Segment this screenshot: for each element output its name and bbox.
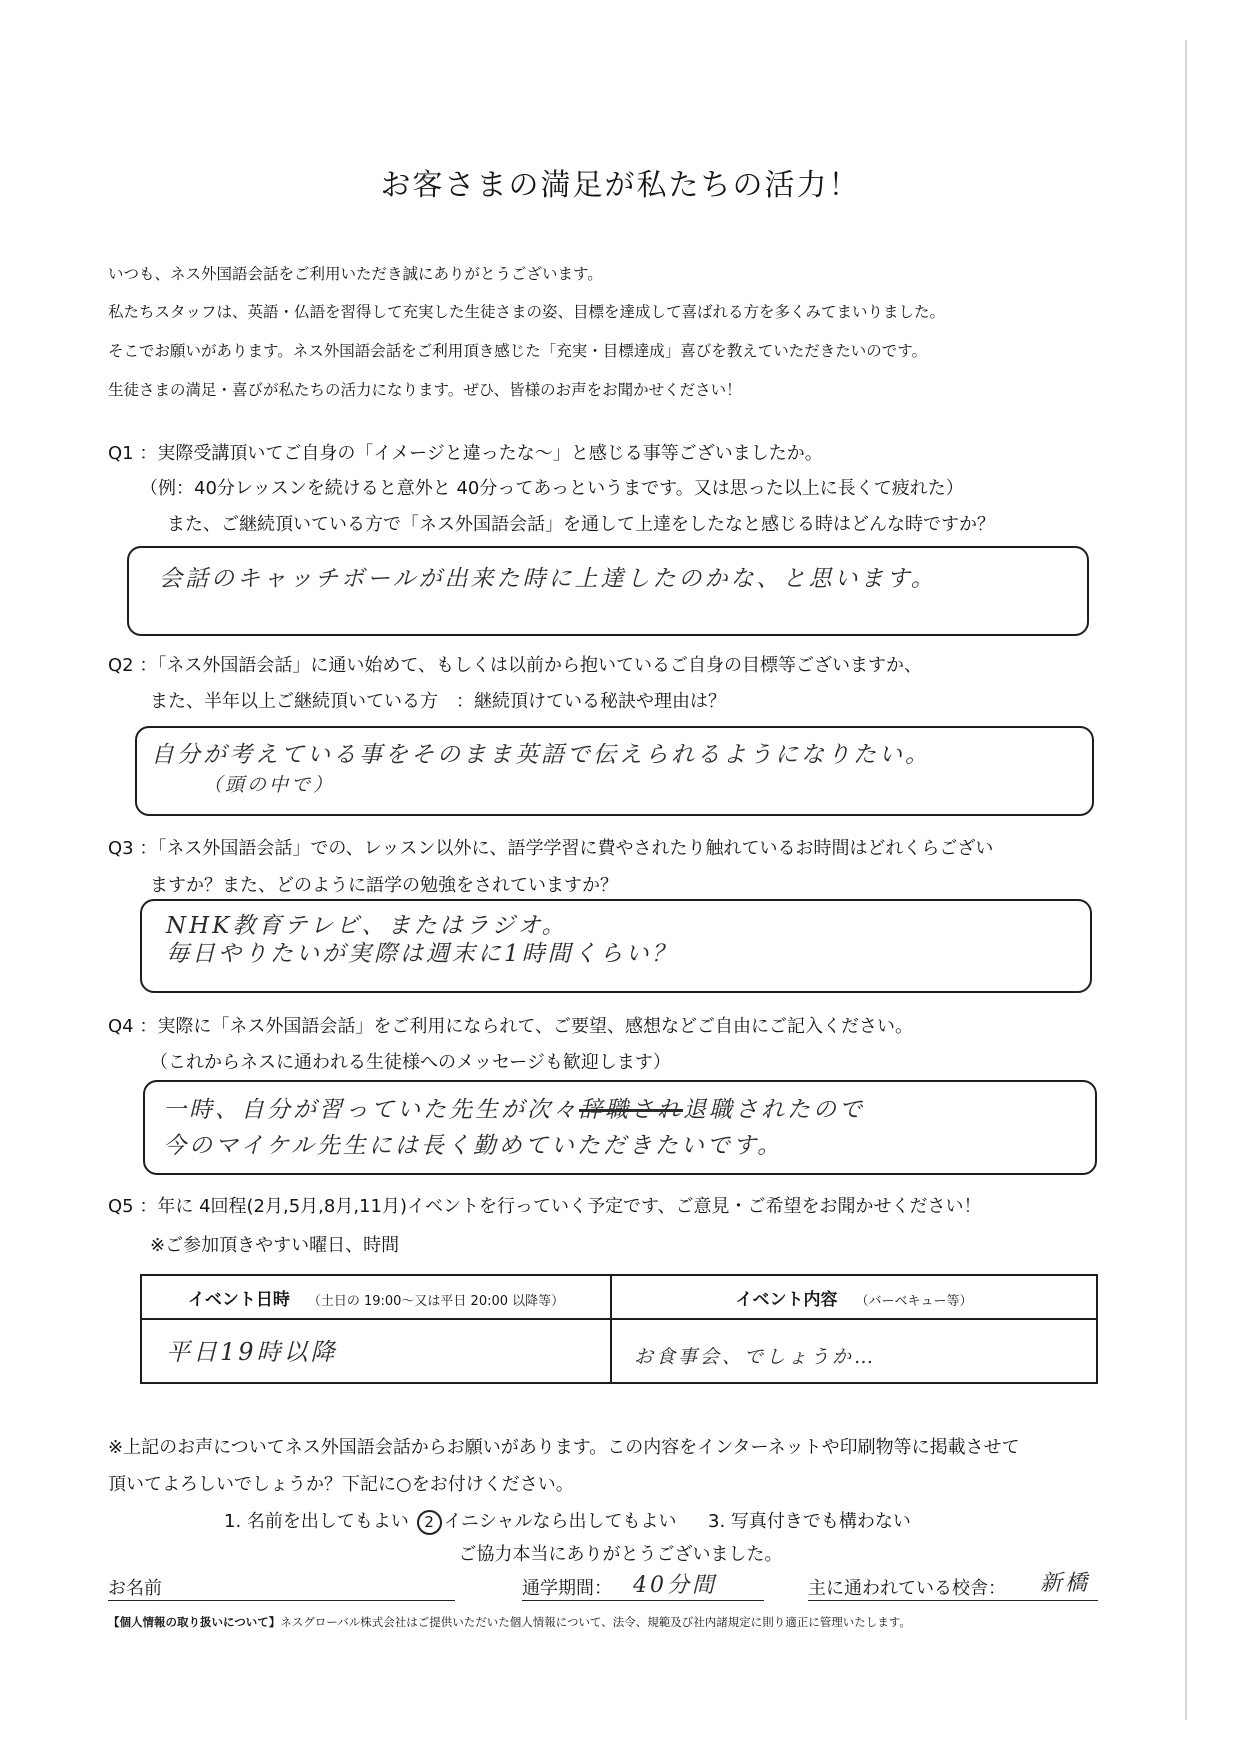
q5-label: Q5 ：年に 4回程(2月,5月,8月,11月)イベントを行っていく予定です、ご意見・ご希望をお聞かせください！ [108, 1196, 982, 1217]
intro-line-4: 生徒さまの満足・喜びが私たちの活力になります。ぜひ、皆様のお声をお聞かせください！ [108, 381, 742, 399]
scan-edge-line [1185, 40, 1187, 1720]
q3-answer-line-2: 毎日やりたいが実際は週末に1時間くらい？ [166, 941, 678, 967]
q2-followup: また、半年以上ご継続頂いている方 ：継続頂けている秘訣や理由は？ [150, 691, 726, 712]
privacy-text: ネスグローバル株式会社はご提供いただいた個人情報について、法令、規範及び社内諸規定に則り適正に管理いたします。 [280, 1615, 911, 1629]
q1-example: （例：40分レッスンを続けると意外と 40分ってあっというまです。又は思った以上に長くて疲れた） [140, 478, 964, 499]
q4-answer-part-b: 退職されたので [683, 1097, 865, 1123]
event-content-answer: お食事会、でしょうか… [634, 1346, 877, 1368]
q1-answer-box[interactable] [127, 546, 1089, 636]
event-content-header-label: イベント内容 [735, 1289, 838, 1310]
q4-answer-part-a: 一時、自分が習っていた先生が次々 [163, 1097, 579, 1123]
q4-label: Q4 ：実際に「ネス外国語会話」をご利用になられて、ご要望、感想などご自由にご記入ください。 [108, 1016, 913, 1037]
q1-followup: また、ご継続頂いている方で「ネス外国語会話」を通して上達をしたなと感じる時はどんな時ですか？ [167, 514, 995, 535]
q3-answer-box[interactable] [140, 899, 1092, 993]
page-title: お客さまの満足が私たちの活力！ [380, 168, 861, 203]
q3-label: Q3 ：「ネス外国語会話」での、レッスン以外に、語学学習に費やされたり触れているお時間はどれくらござい [108, 838, 994, 859]
event-content-cell[interactable] [611, 1319, 1097, 1383]
q1-answer-text: 会話のキャッチボールが出来た時に上達したのかな、と思います。 [159, 566, 937, 592]
intro-line-2: 私たちスタッフは、英語・仏語を習得して充実した生徒さまの姿、目標を達成して喜ばれる方を多くみてまいりました。 [108, 303, 946, 321]
period-label: 通学期間： [522, 1578, 612, 1599]
intro-line-3: そこでお願いがあります。ネス外国語会話をご利用頂き感じた「充実・目標達成」喜びを教えていただきたいのです。 [108, 342, 928, 360]
school-underline[interactable] [808, 1600, 1098, 1601]
period-underline[interactable] [522, 1600, 764, 1601]
q4-answer-line-2: 今のマイケル先生には長く勤めていただきたいです。 [163, 1133, 784, 1159]
option-2[interactable]: イニシャルなら出してもよい [443, 1511, 677, 1532]
event-date-header-sub: （土日の 19:00～又は平日 20:00 以降等） [307, 1293, 565, 1309]
event-date-answer: 平日19時以降 [166, 1338, 338, 1366]
option-2-circled-number[interactable]: 2 [417, 1510, 442, 1535]
q2-answer-text: 自分が考えている事をそのまま英語で伝えられるようになりたい。 [151, 742, 931, 768]
name-underline[interactable] [108, 1600, 455, 1601]
thanks-message: ご協力本当にありがとうございました。 [458, 1544, 783, 1565]
q3-answer-line-1: NHK教育テレビ、またはラジオ。 [166, 913, 568, 939]
q2-label: Q2 ：「ネス外国語会話」に通い始めて、もしくは以前から抱いているご自身の目標等ございますか、 [108, 655, 922, 676]
option-1[interactable]: 1. 名前を出してもよい [224, 1511, 409, 1532]
q2-answer-box[interactable] [135, 726, 1094, 816]
event-date-header-label: イベント日時 [187, 1289, 290, 1310]
q2-answer-note: （頭の中で） [203, 774, 336, 796]
school-label: 主に通われている校舎： [808, 1578, 1006, 1599]
consent-line-2: 頂いてよろしいでしょうか？下記に○をお付けください。 [108, 1474, 574, 1495]
privacy-label: 【個人情報の取り扱いについて】 [108, 1615, 281, 1629]
event-date-cell[interactable] [141, 1319, 611, 1383]
event-content-header-sub: （バーベキュー等） [855, 1293, 973, 1309]
option-3[interactable]: 3. 写真付きでも構わない [708, 1511, 911, 1532]
privacy-notice [108, 1614, 911, 1630]
event-date-header [141, 1275, 611, 1319]
period-value: 40分間 [633, 1573, 717, 1598]
intro-line-1: いつも、ネス外国語会話をご利用いただき誠にありがとうございます。 [108, 265, 603, 283]
school-value: 新橋 [1040, 1571, 1091, 1596]
q5-note: ※ご参加頂きやすい曜日、時間 [150, 1235, 400, 1256]
consent-options [224, 1507, 911, 1535]
q4-answer-line-1 [163, 1091, 865, 1124]
consent-line-1: ※上記のお声についてネス外国語会話からお願いがあります。この内容をインターネットや印刷物等に掲載させて [108, 1437, 1020, 1458]
name-label: お名前 [108, 1578, 162, 1599]
q1-label: Q1 ：実際受講頂いてご自身の「イメージと違ったな～」と感じる事等ございましたか。 [108, 443, 823, 464]
event-content-header [611, 1275, 1097, 1319]
q3-followup: ますか？また、どのように語学の勉強をされていますか？ [150, 875, 618, 896]
event-table [140, 1274, 1098, 1384]
q4-answer-box[interactable] [143, 1080, 1097, 1175]
q4-followup: （これからネスに通われる生徒様へのメッセージも歓迎します） [150, 1052, 671, 1073]
q4-answer-struck: 辞職され [579, 1097, 683, 1123]
